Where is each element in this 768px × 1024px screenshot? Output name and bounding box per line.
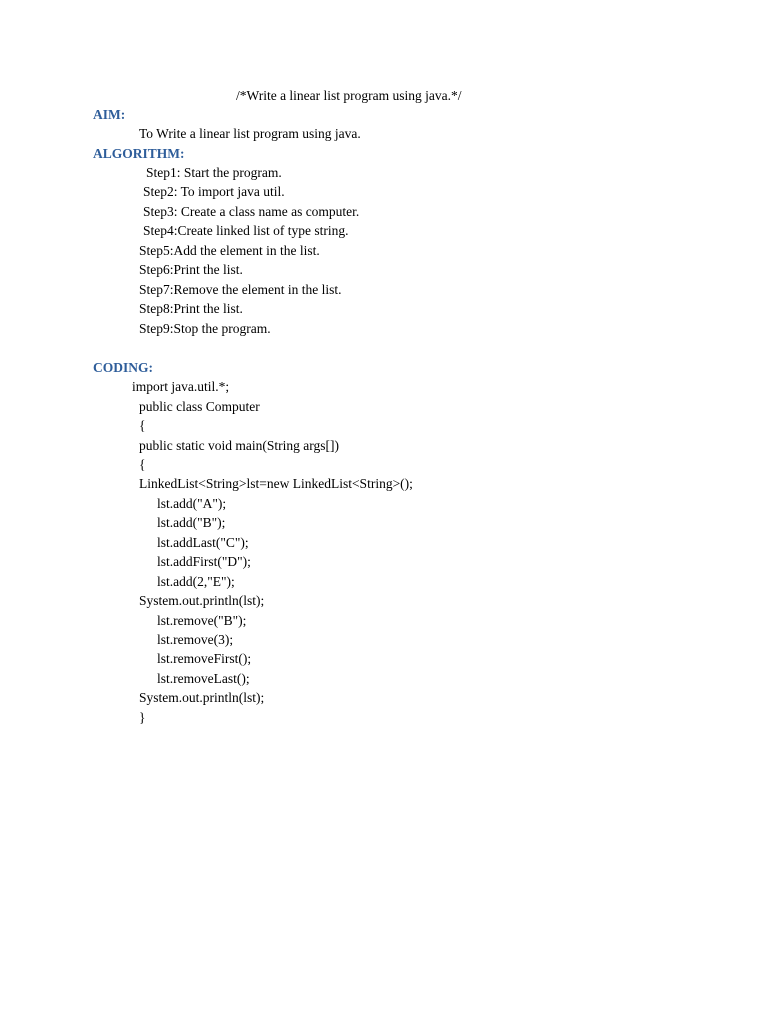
code-line: System.out.println(lst); xyxy=(139,690,265,705)
code-line: { xyxy=(139,457,146,472)
aim-text: To Write a linear list program using java. xyxy=(139,126,361,141)
algorithm-step: Step9:Stop the program. xyxy=(139,321,271,336)
document-title: /*Write a linear list program using java.*/ xyxy=(236,88,462,103)
algorithm-step: Step3: Create a class name as computer. xyxy=(143,204,360,219)
code-line: lst.removeLast(); xyxy=(157,671,250,686)
coding-heading: CODING: xyxy=(93,360,153,375)
code-line: lst.add(2,"E"); xyxy=(157,574,235,589)
code-line: public static void main(String args[]) xyxy=(139,438,339,453)
code-line: lst.addLast("C"); xyxy=(157,535,249,550)
code-line: lst.removeFirst(); xyxy=(157,651,252,666)
aim-heading: AIM: xyxy=(93,107,126,122)
algorithm-step: Step4:Create linked list of type string. xyxy=(143,223,349,238)
code-line: public class Computer xyxy=(139,399,260,414)
algorithm-heading: ALGORITHM: xyxy=(93,146,185,161)
algorithm-step: Step1: Start the program. xyxy=(146,165,282,180)
algorithm-step: Step8:Print the list. xyxy=(139,301,243,316)
algorithm-step: Step7:Remove the element in the list. xyxy=(139,282,342,297)
code-line: } xyxy=(139,710,146,725)
algorithm-step: Step2: To import java util. xyxy=(143,184,285,199)
algorithm-step: Step5:Add the element in the list. xyxy=(139,243,320,258)
code-line: lst.remove("B"); xyxy=(157,613,247,628)
code-line: { xyxy=(139,418,146,433)
algorithm-step: Step6:Print the list. xyxy=(139,262,243,277)
code-line: import java.util.*; xyxy=(132,379,230,394)
code-line: lst.addFirst("D"); xyxy=(157,554,251,569)
code-line: lst.add("A"); xyxy=(157,496,227,511)
code-line: System.out.println(lst); xyxy=(139,593,265,608)
code-line: lst.remove(3); xyxy=(157,632,234,647)
code-line: LinkedList<String>lst=new LinkedList<String>(); xyxy=(139,476,413,491)
code-line: lst.add("B"); xyxy=(157,515,226,530)
